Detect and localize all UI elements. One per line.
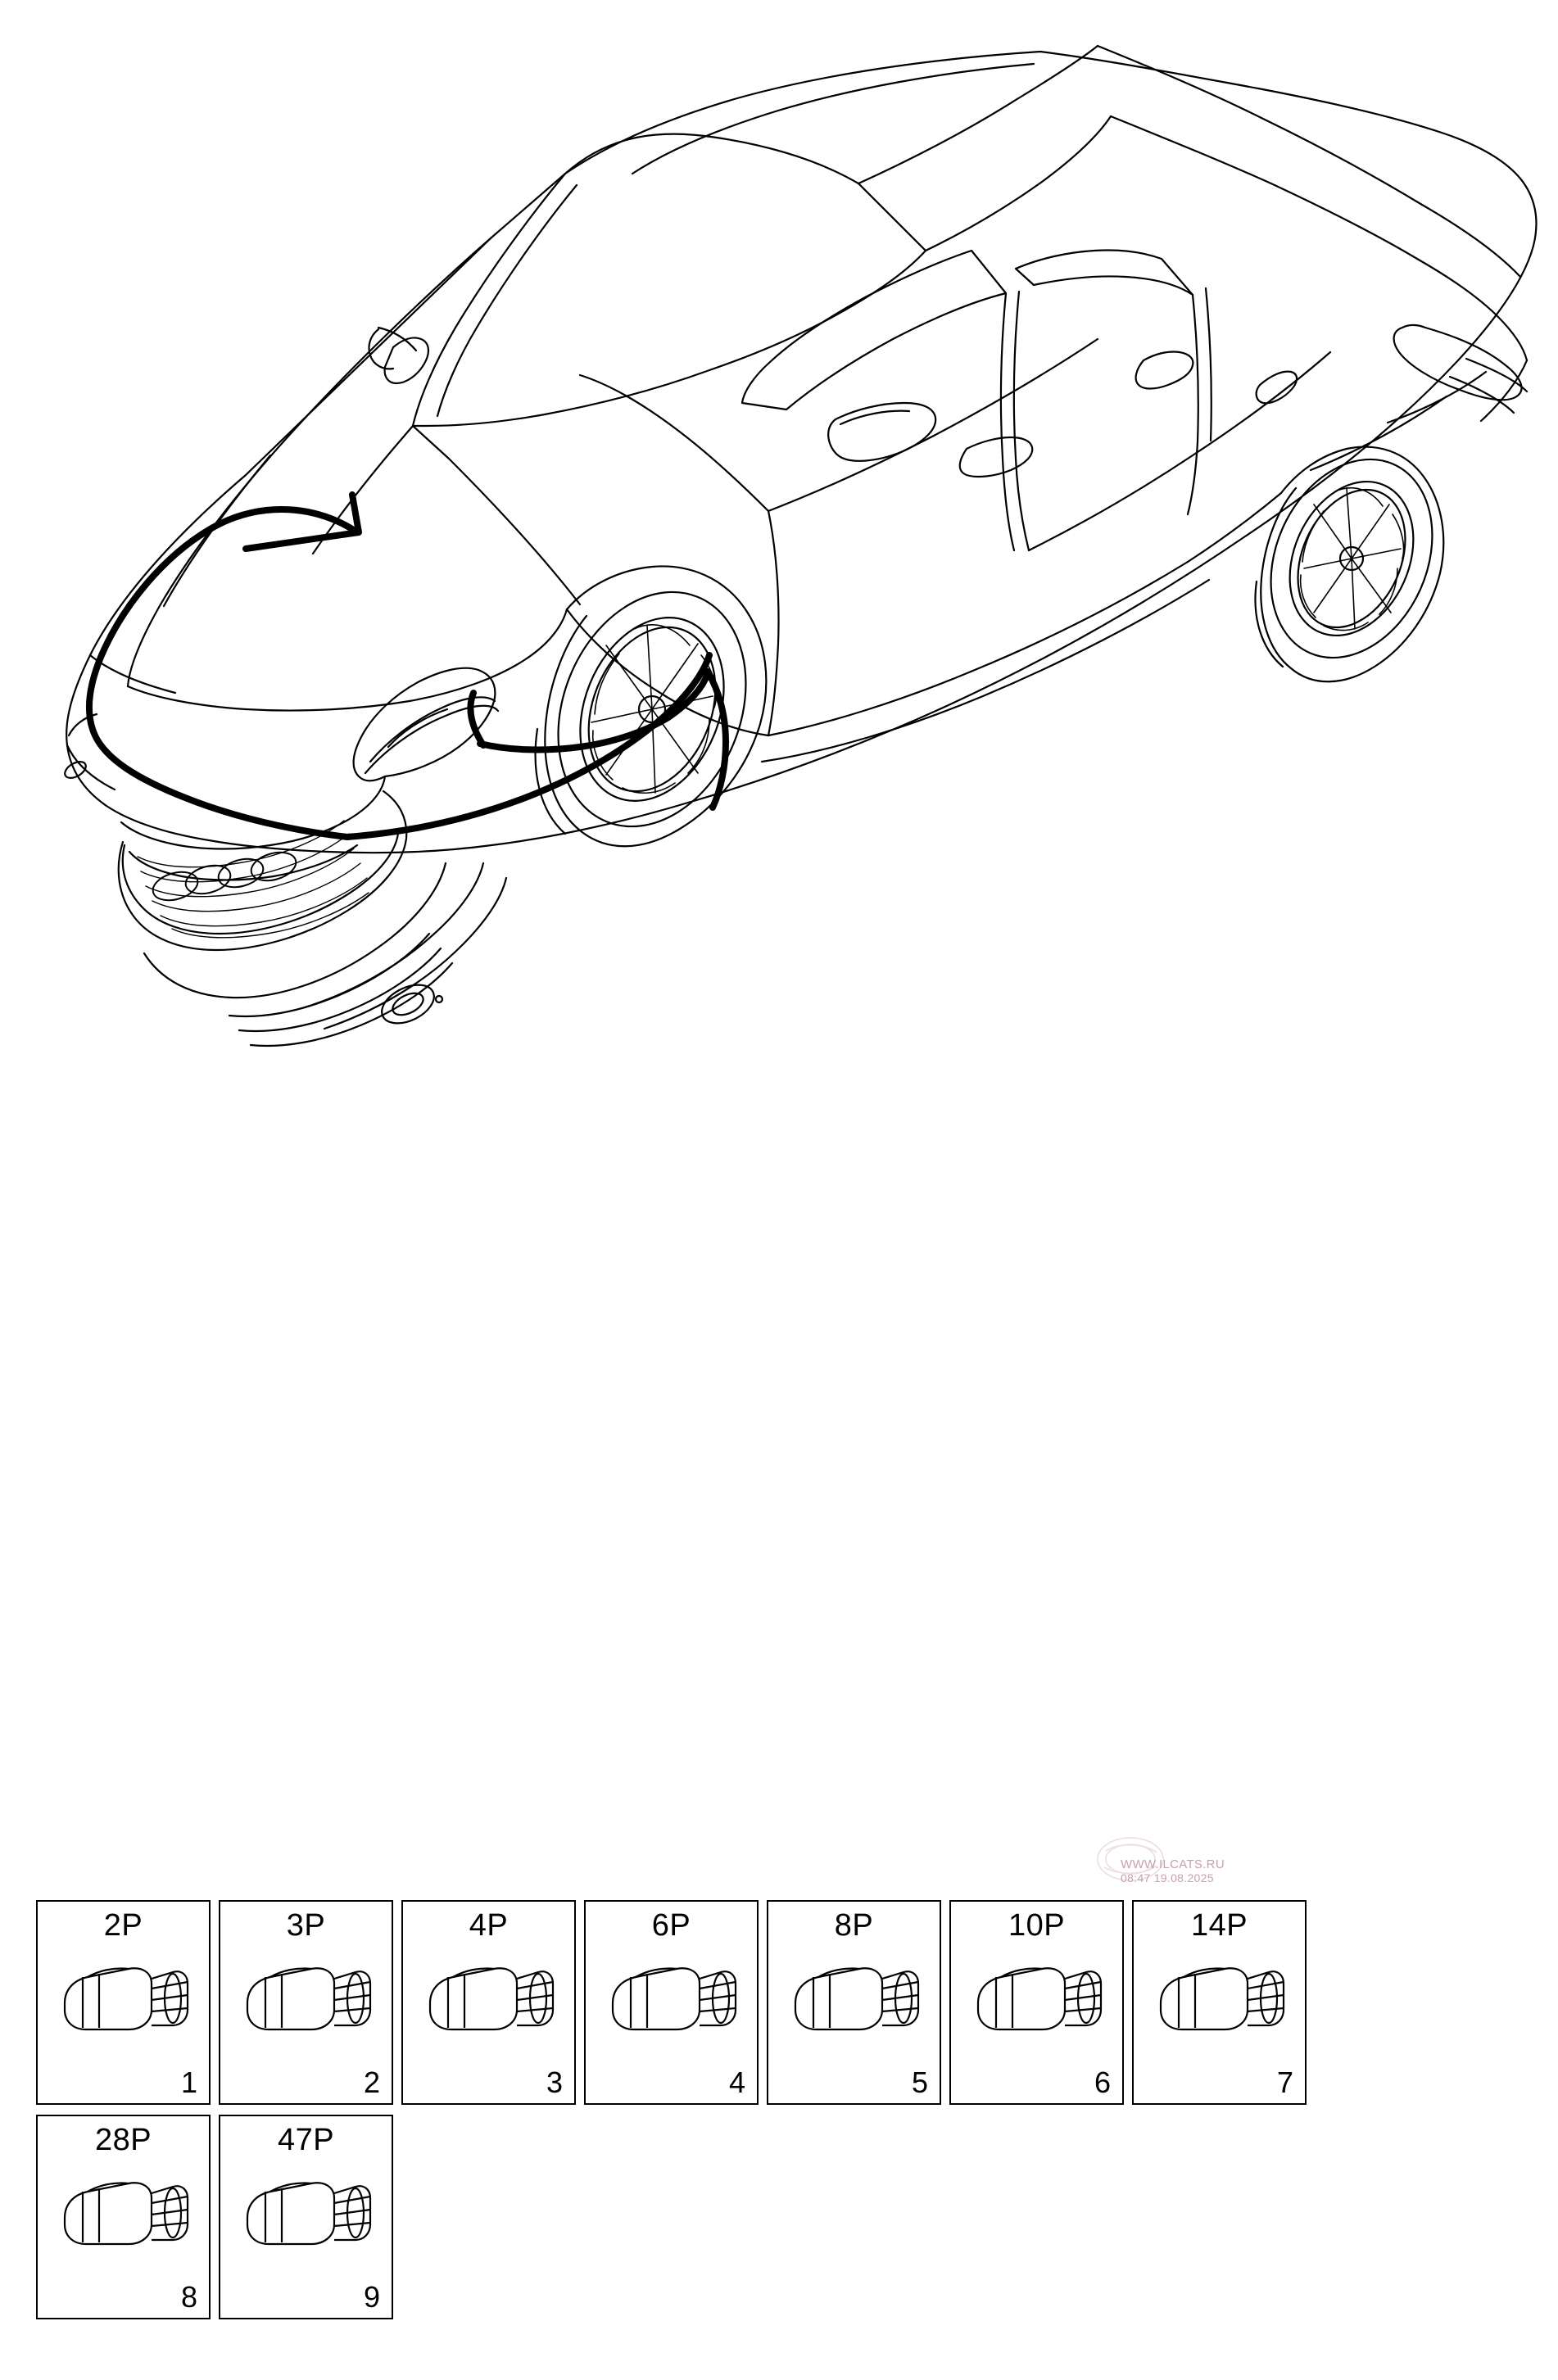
electrical-connector-icon xyxy=(233,2167,380,2257)
connector-legend xyxy=(36,1900,1510,2329)
legend-row xyxy=(36,2115,1510,2319)
watermark-seal-icon xyxy=(1081,1826,1180,1892)
legend-index-label: 3 xyxy=(546,2066,563,2099)
pin-count-label: 47P xyxy=(277,2123,335,2157)
pin-count-label: 10P xyxy=(1008,1908,1066,1943)
front-door-handle xyxy=(960,437,1033,477)
legend-index-label: 2 xyxy=(363,2066,380,2099)
pin-count-label: 8P xyxy=(834,1908,874,1943)
legend-item-3[interactable] xyxy=(401,1900,576,2105)
electrical-connector-icon xyxy=(963,1952,1111,2043)
legend-index-label: 1 xyxy=(180,2066,197,2099)
watermark xyxy=(1121,1857,1284,1885)
electrical-connector-icon xyxy=(233,1952,380,2043)
legend-item-1[interactable] xyxy=(36,1900,211,2105)
front-wheel-spokes xyxy=(591,625,716,793)
legend-row xyxy=(36,1900,1510,2105)
legend-index-label: 7 xyxy=(1276,2066,1293,2099)
pin-count-label: 3P xyxy=(286,1908,326,1943)
legend-item-7[interactable] xyxy=(1132,1900,1307,2105)
vehicle-diagram xyxy=(0,0,1558,1147)
pin-count-label: 28P xyxy=(94,2123,152,2157)
rear-lamp xyxy=(1394,325,1522,400)
watermark-timestamp: 08:47 19.08.2025 xyxy=(1121,1871,1214,1885)
electrical-connector-icon xyxy=(415,1952,563,2043)
legend-item-4[interactable] xyxy=(584,1900,759,2105)
pin-count-label: 2P xyxy=(103,1908,143,1943)
pin-count-label: 14P xyxy=(1190,1908,1248,1943)
electrical-connector-icon xyxy=(781,1952,928,2043)
pin-count-label: 4P xyxy=(469,1908,509,1943)
legend-index-label: 6 xyxy=(1094,2066,1111,2099)
legend-item-6[interactable] xyxy=(949,1900,1124,2105)
legend-index-label: 9 xyxy=(363,2280,380,2314)
legend-index-label: 8 xyxy=(180,2280,197,2314)
legend-item-8[interactable] xyxy=(36,2115,211,2319)
legend-item-5[interactable] xyxy=(767,1900,941,2105)
electrical-connector-icon xyxy=(1146,1952,1293,2043)
wiper-arm xyxy=(385,337,428,383)
electrical-connector-icon xyxy=(50,2167,197,2257)
rear-door-handle xyxy=(1136,351,1193,388)
pin-count-label: 6P xyxy=(651,1908,691,1943)
legend-index-label: 4 xyxy=(728,2066,745,2099)
legend-item-2[interactable] xyxy=(219,1900,393,2105)
electrical-connector-icon xyxy=(598,1952,745,2043)
legend-item-9[interactable] xyxy=(219,2115,393,2319)
highlighted-wiring-harness xyxy=(89,495,726,837)
electrical-connector-icon xyxy=(50,1952,197,2043)
legend-index-label: 5 xyxy=(911,2066,928,2099)
watermark-site: WWW.ILCATS.RU xyxy=(1121,1857,1225,1871)
